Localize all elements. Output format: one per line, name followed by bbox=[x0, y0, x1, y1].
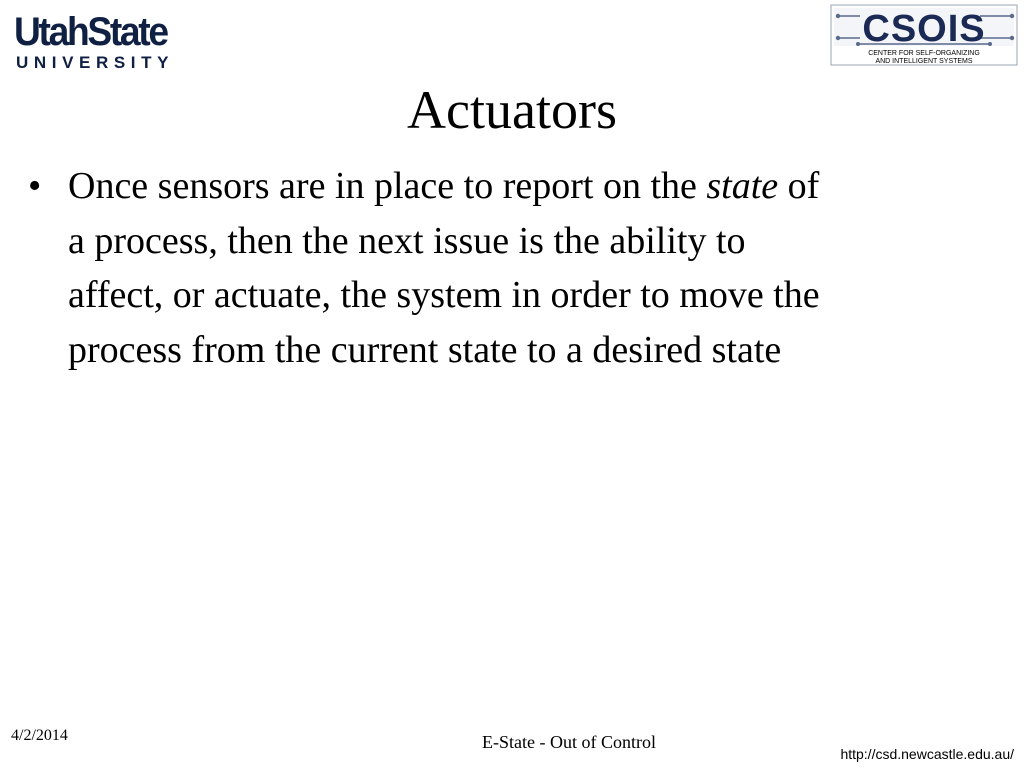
bullet-line-1 bbox=[68, 159, 988, 214]
slide-body bbox=[28, 159, 988, 377]
bullet-line-1-text: Once sensors are in place to report on the bbox=[68, 165, 707, 207]
logo-wordmark-university: UNIVERSITY bbox=[16, 53, 175, 72]
logo-wordmark-utahstate: UtahState bbox=[14, 10, 167, 54]
csois-logo-subtitle-line1: CENTER FOR SELF-ORGANIZING bbox=[868, 50, 980, 57]
bullet-item bbox=[28, 159, 988, 377]
utah-state-university-logo bbox=[14, 10, 200, 72]
csois-logo-name: CSOIS bbox=[862, 8, 986, 50]
slide-title: Actuators bbox=[407, 80, 617, 140]
bullet-dot: • bbox=[28, 165, 42, 207]
csois-logo-graphic bbox=[830, 4, 1018, 66]
csois-logo bbox=[830, 4, 1018, 66]
emphasized-word-state: state bbox=[706, 165, 779, 207]
bullet-line-3: affect, or actuate, the system in order to move the bbox=[68, 274, 820, 316]
csois-logo-subtitle-line2: AND INTELLIGENT SYSTEMS bbox=[875, 58, 973, 65]
footer-url[interactable]: http://csd.newcastle.edu.au/ bbox=[840, 746, 1014, 762]
footer-presentation-title: E-State - Out of Control bbox=[482, 732, 656, 752]
bullet-line-2: a process, then the next issue is the ability to bbox=[68, 219, 746, 262]
bullet-line-4: process from the current state to a desired state bbox=[68, 328, 782, 371]
footer-date: 4/2/2014 bbox=[11, 727, 68, 744]
bullet-line-1-tail: of bbox=[778, 165, 820, 207]
